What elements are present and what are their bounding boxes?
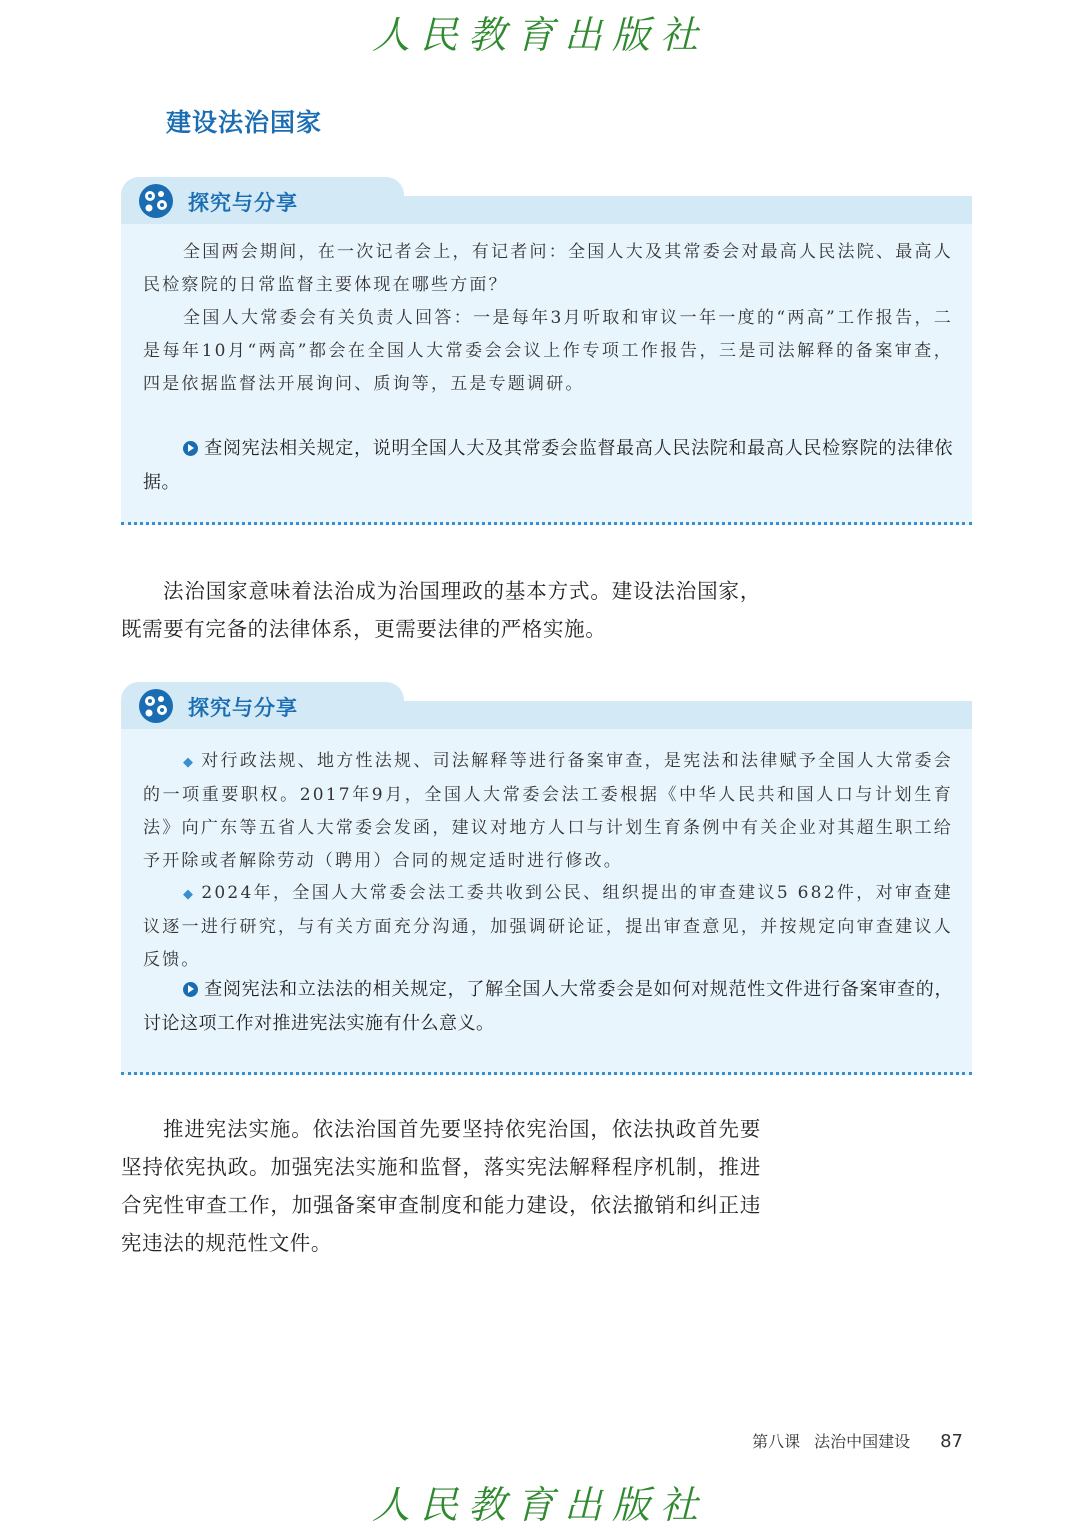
box-bullet [143,745,953,878]
box-paragraph: 全国两会期间，在一次记者会上，有记者问：全国人大及其常委会对最高人民法院、最高人民检察院的日常监督主要体现在哪些方面？ [143,242,953,295]
explore-share-icon [138,183,174,219]
page-number: 87 [940,1431,963,1452]
explore-share-icon [138,688,174,724]
diamond-bullet-icon: ◆ [183,755,196,770]
play-arrow-icon [183,982,198,997]
box-task-text: 查阅宪法相关规定，说明全国人大及其常委会监督最高人民法院和最高人民检察院的法律依据。 [143,438,953,493]
play-arrow-icon [183,441,198,456]
box-task [143,432,953,500]
main-paragraph: 法治国家意味着法治成为治国理政的基本方式。建设法治国家，既需要有完备的法律体系，更需要法律的严格实施。 [121,579,761,641]
box-bullet [143,877,953,977]
box-bullet-text: 2024年，全国人大常委会法工委共收到公民、组织提出的审查建议5 682件，对审查建议逐一进行研究，与有关方面充分沟通，加强调研论证，提出审查意见，并按规定向审查建议人反馈。 [143,883,953,970]
box-task [143,973,953,1041]
publisher-watermark-top: 人民教育出版社 [371,13,708,57]
footer-chapter: 法治中国建设 [814,1432,911,1451]
box-body [121,729,972,1075]
box-tab-label: 探究与分享 [188,696,298,720]
box-body [121,224,972,525]
publisher-watermark-bottom: 人民教育出版社 [371,1483,708,1527]
box-paragraph: 全国人大常委会有关负责人回答：一是每年3月听取和审议一年一度的“两高”工作报告，二是每年10月“两高”都会在全国人大常委会会议上作专项工作报告，三是司法解释的备案审查，四是依据监督法开展询问、质询等，五是专题调研。 [143,308,953,394]
box-bullet-text: 对行政法规、地方性法规、司法解释等进行备案审查，是宪法和法律赋予全国人大常委会的一项重要职权。2017年9月，全国人大常委会法工委根据《中华人民共和国人口与计划生育法》向广东等五省人大常委会发函，建议对地方人口与计划生育条例中有关企业对其超生职工给予开除或者解除劳动（聘用）合同的规定适时进行修改。 [143,751,953,871]
footer-lesson: 第八课 [752,1432,801,1451]
box-tab-label: 探究与分享 [188,191,298,215]
main-paragraph: 推进宪法实施。依法治国首先要坚持依宪治国，依法执政首先要坚持依宪执政。加强宪法实施和监督，落实宪法解释程序机制，推进合宪性审查工作，加强备案审查制度和能力建设，依法撤销和纠正违宪违法的规范性文件。 [121,1117,761,1255]
diamond-bullet-icon: ◆ [183,887,196,902]
page-footer [752,1429,963,1452]
box-task-text: 查阅宪法和立法法的相关规定，了解全国人大常委会是如何对规范性文件进行备案审查的，讨论这项工作对推进宪法实施有什么意义。 [143,979,953,1034]
section-title: 建设法治国家 [166,108,323,137]
